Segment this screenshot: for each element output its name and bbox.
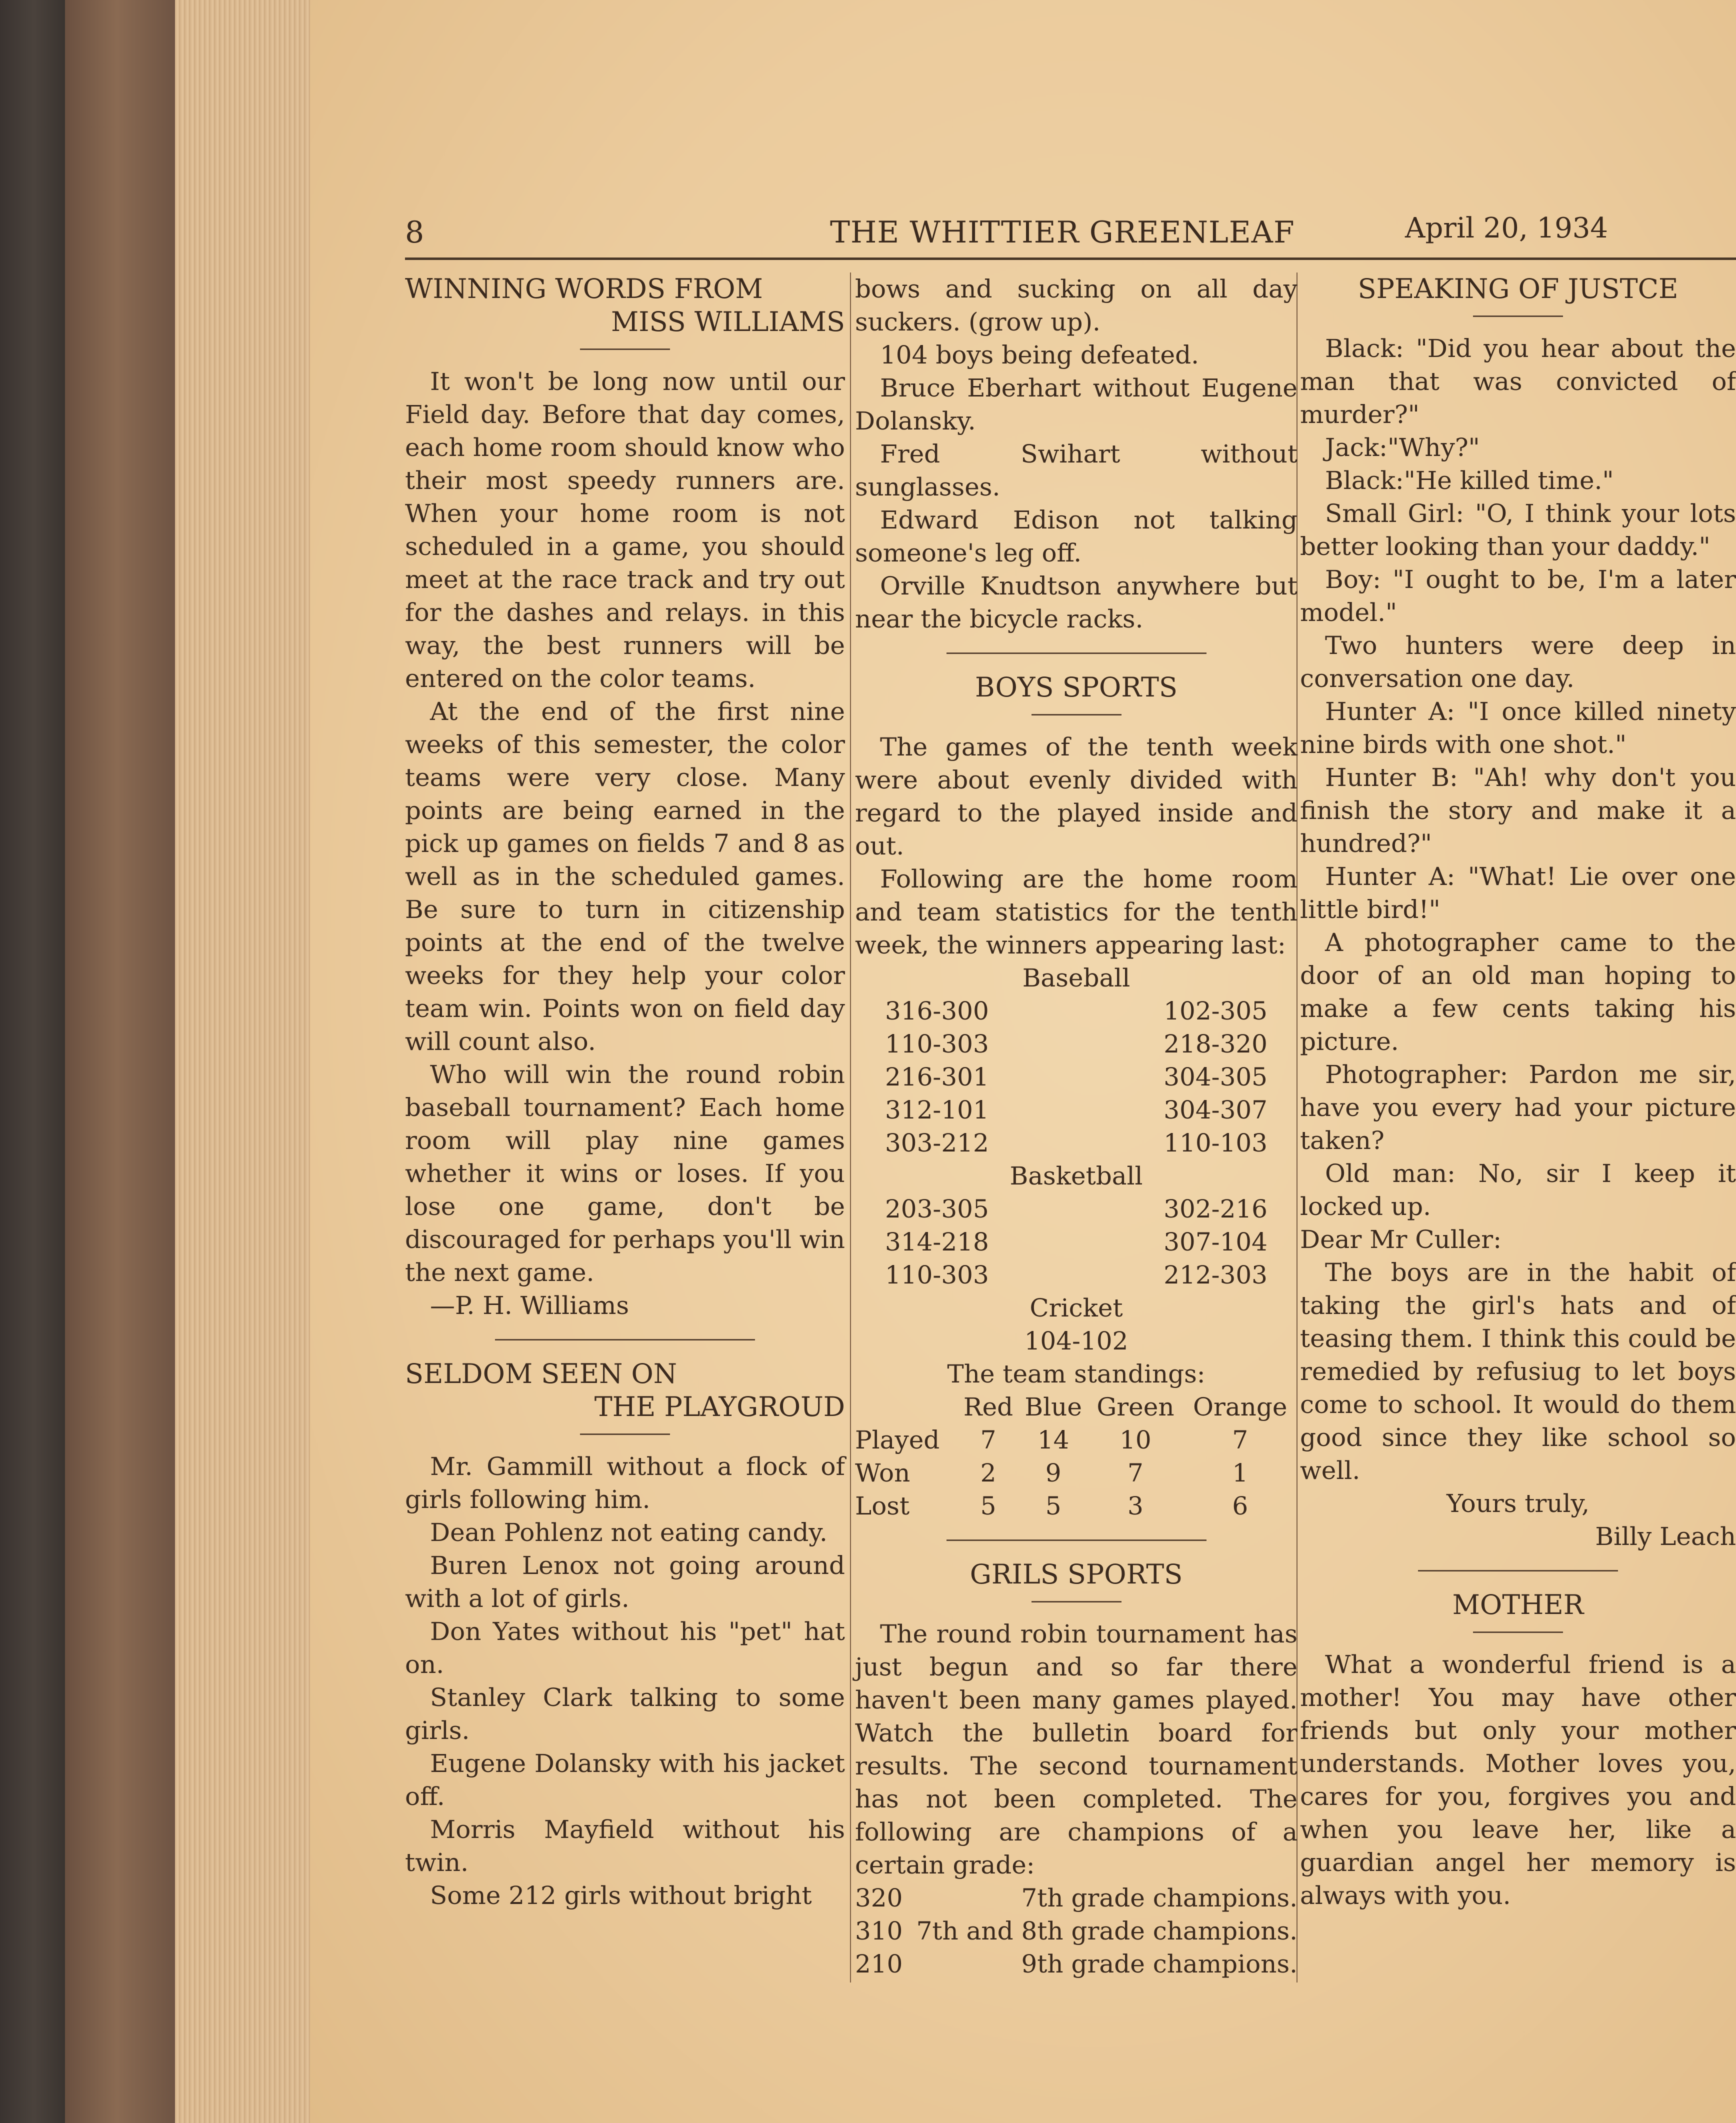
- list-item: Buren Lenox not going around with a lot of girls.: [405, 1551, 845, 1613]
- list-item: Don Yates without his "pet" hat on.: [405, 1617, 845, 1679]
- article-title: MOTHER: [1452, 1589, 1584, 1620]
- room-number: 320: [855, 1884, 903, 1912]
- masthead: [405, 205, 1736, 260]
- table-row: [855, 1490, 1298, 1522]
- score: 102-305: [1164, 996, 1268, 1026]
- letter-body: The boys are in the habit of taking the girl's hats and of teasing them. I think this could be remedied by refusiug to let boys come to school. It would do them good since they like school so well.: [1300, 1258, 1736, 1485]
- table-cell: 7: [1232, 1426, 1248, 1454]
- divider: [946, 1540, 1206, 1541]
- table-cell: 2: [980, 1458, 996, 1488]
- list-item: [855, 1882, 1298, 1914]
- column-header: Orange: [1192, 1392, 1288, 1422]
- table-cell: 3: [1128, 1492, 1144, 1520]
- score: 110-103: [1164, 1128, 1268, 1158]
- joke-line: Black: "Did you hear about the man that was convicted of murder?": [1300, 334, 1736, 429]
- list-item: Some 212 girls without bright: [430, 1881, 812, 1910]
- baseball-results: [855, 994, 1298, 1160]
- joke-line: Boy: "I ought to be, I'm a later model.": [1300, 565, 1736, 627]
- newspaper-page: [310, 0, 1736, 2123]
- article-title: BOYS SPORTS: [974, 672, 1178, 703]
- champion-text: 9th grade champions.: [1021, 1950, 1298, 1978]
- page-stack: [175, 0, 325, 2123]
- score: 303-212: [885, 1128, 989, 1158]
- score: 104-102: [1024, 1326, 1128, 1356]
- list-item: 104 boys being defeated.: [880, 340, 1200, 370]
- column-header: Green: [1096, 1392, 1174, 1422]
- paragraph: Who will win the round robin baseball tournament? Each home room will play nine games whether it wins or loses. If you lose one game, don't be discouraged for perhaps you'll win the next game.: [405, 1060, 845, 1287]
- list-item: bows and sucking on all day suckers. (grow up).: [855, 274, 1298, 336]
- paragraph: What a wonderful friend is a mother! You may have other friends but only your mother understands. Mother loves you, cares for you, forgives you and when you leave her, like a guardian angel her memory is always with you.: [1300, 1650, 1736, 1910]
- list-item: Orville Knudtson anywhere but near the bicycle racks.: [855, 572, 1298, 634]
- list-item: [855, 1948, 1298, 1980]
- table-cell: 5: [980, 1492, 996, 1520]
- standings-table: [855, 1390, 1298, 1522]
- room-number: 210: [855, 1950, 903, 1978]
- score: 203-305: [885, 1194, 989, 1224]
- basketball-results: [855, 1192, 1298, 1292]
- joke-line: Old man: No, sir I keep it locked up.: [1300, 1159, 1736, 1221]
- score: 302-216: [1164, 1194, 1268, 1224]
- divider: [580, 348, 670, 350]
- section-label: The team standings:: [947, 1360, 1206, 1388]
- score: 110-303: [885, 1260, 989, 1290]
- score: 314-218: [885, 1228, 989, 1256]
- list-item: Bruce Eberhart without Eugene Dolansky.: [855, 374, 1298, 436]
- joke-line: Jack:"Why?": [1325, 433, 1480, 462]
- score: 304-305: [1164, 1062, 1268, 1092]
- letter-closing: Yours truly,: [1446, 1489, 1590, 1518]
- column-divider: [850, 272, 851, 1982]
- list-item: Fred Swihart without sunglasses.: [855, 440, 1298, 502]
- joke-line: Black:"He killed time.": [1325, 466, 1614, 495]
- section-label: Cricket: [1030, 1294, 1123, 1322]
- section-label: Baseball: [1022, 964, 1130, 992]
- paragraph: The round robin tournament has just begun and so far there haven't been many games played. Watch the bulletin board for results. The second tournament has not been completed. The following are champions of a certain grade:: [855, 1620, 1298, 1880]
- joke-line: A photographer came to the door of an old man hoping to make a few cents taking his picture.: [1300, 928, 1736, 1056]
- page-number: 8: [405, 215, 424, 250]
- divider: [946, 652, 1206, 654]
- list-item: Eugene Dolansky with his jacket off.: [405, 1749, 845, 1811]
- table-row: [855, 1456, 1298, 1490]
- article-title: SPEAKING OF JUSTCE: [1358, 273, 1678, 304]
- list-item: [855, 1914, 1298, 1948]
- score: 216-301: [885, 1062, 989, 1092]
- divider: [1473, 316, 1563, 317]
- row-label: Won: [855, 1458, 910, 1488]
- room-number: 310: [855, 1916, 903, 1946]
- column-1: [405, 272, 845, 1912]
- article-title: THE PLAYGROUD: [594, 1391, 845, 1422]
- paragraph: At the end of the first nine weeks of this semester, the color teams were very close. Many points are being earned in the pick up games on fields 7 and 8 as well as in the scheduled games. Be sure to turn in citizenship points at the end of the twelve weeks for they help your color team win. Points won on field day will count also.: [405, 697, 845, 1056]
- score: 312-101: [885, 1096, 989, 1124]
- column-2: [855, 272, 1298, 1980]
- table-cell: 5: [1045, 1492, 1062, 1520]
- byline: —P. H. Williams: [430, 1291, 630, 1320]
- article-title: GRILS SPORTS: [970, 1558, 1183, 1590]
- table-row: [855, 1424, 1298, 1456]
- score: 218-320: [1164, 1030, 1268, 1058]
- score: 307-104: [1164, 1228, 1268, 1256]
- list-item: Stanley Clark talking to some girls.: [405, 1683, 845, 1745]
- joke-line: Photographer: Pardon me sir, have you every had your picture taken?: [1300, 1060, 1736, 1155]
- column-header: Blue: [1024, 1392, 1082, 1422]
- score: 316-300: [885, 996, 989, 1026]
- paragraph: The games of the tenth week were about evenly divided with regard to the played inside and out.: [855, 732, 1298, 860]
- masthead-rule: [405, 258, 1736, 260]
- score: 304-307: [1164, 1096, 1268, 1124]
- list-item: Morris Mayfield without his twin.: [405, 1815, 845, 1877]
- champion-text: 7th and 8th grade champions.: [916, 1916, 1298, 1946]
- divider: [495, 1339, 755, 1340]
- row-label: Lost: [855, 1492, 910, 1520]
- article-title: SELDOM SEEN ON: [405, 1358, 678, 1390]
- section-label: Basketball: [1010, 1162, 1143, 1190]
- joke-line: Hunter B: "Ah! why don't you finish the story and make it a hundred?": [1300, 763, 1736, 858]
- divider: [1473, 1632, 1563, 1633]
- champion-text: 7th grade champions.: [1021, 1884, 1298, 1912]
- divider: [1418, 1570, 1618, 1572]
- column-3: [1300, 272, 1736, 1912]
- row-label: Played: [855, 1426, 940, 1454]
- letter-salutation: Dear Mr Culler:: [1300, 1225, 1502, 1254]
- list-item: Mr. Gammill without a flock of girls following him.: [405, 1452, 845, 1514]
- paragraph: It won't be long now until our Field day. Before that day comes, each home room should know who their most speedy runners are. When your home room is not scheduled in a game, you should meet at the race track and try out for the dashes and relays. in this way, the best runners will be entered on the color teams.: [405, 367, 845, 693]
- table-cell: 9: [1045, 1458, 1062, 1488]
- table-cell: 1: [1232, 1458, 1248, 1488]
- table-cell: 7: [1128, 1458, 1144, 1488]
- list-item: Dean Pohlenz not eating candy.: [430, 1518, 828, 1547]
- divider: [1032, 1601, 1122, 1602]
- article-title: WINNING WORDS FROM: [405, 273, 763, 304]
- table-cell: 10: [1120, 1426, 1152, 1454]
- joke-line: Small Girl: "O, I think your lots better looking than your daddy.": [1300, 499, 1736, 561]
- column-header: Red: [963, 1392, 1014, 1422]
- book-cover-edge: [65, 0, 180, 2123]
- divider: [1032, 714, 1122, 716]
- divider: [580, 1434, 670, 1435]
- joke-line: Hunter A: "I once killed ninety nine birds with one shot.": [1300, 697, 1736, 759]
- score: 212-303: [1164, 1260, 1268, 1290]
- table-cell: 14: [1037, 1426, 1070, 1454]
- joke-line: Two hunters were deep in conversation one day.: [1300, 631, 1736, 693]
- list-item: Edward Edison not talking someone's leg off.: [855, 506, 1298, 568]
- issue-date: April 20, 1934: [1405, 212, 1608, 244]
- table-header-row: [855, 1390, 1298, 1424]
- joke-line: Hunter A: "What! Lie over one little bird!": [1300, 862, 1736, 924]
- table-cell: 6: [1232, 1492, 1248, 1520]
- score: 110-303: [885, 1030, 989, 1058]
- newspaper-title: THE WHITTIER GREENLEAF: [830, 215, 1295, 250]
- table-cell: 7: [980, 1426, 996, 1454]
- letter-signature: Billy Leach: [1595, 1522, 1736, 1551]
- article-title: MISS WILLIAMS: [611, 306, 845, 338]
- paragraph: Following are the home room and team statistics for the tenth week, the winners appearing last:: [855, 864, 1298, 960]
